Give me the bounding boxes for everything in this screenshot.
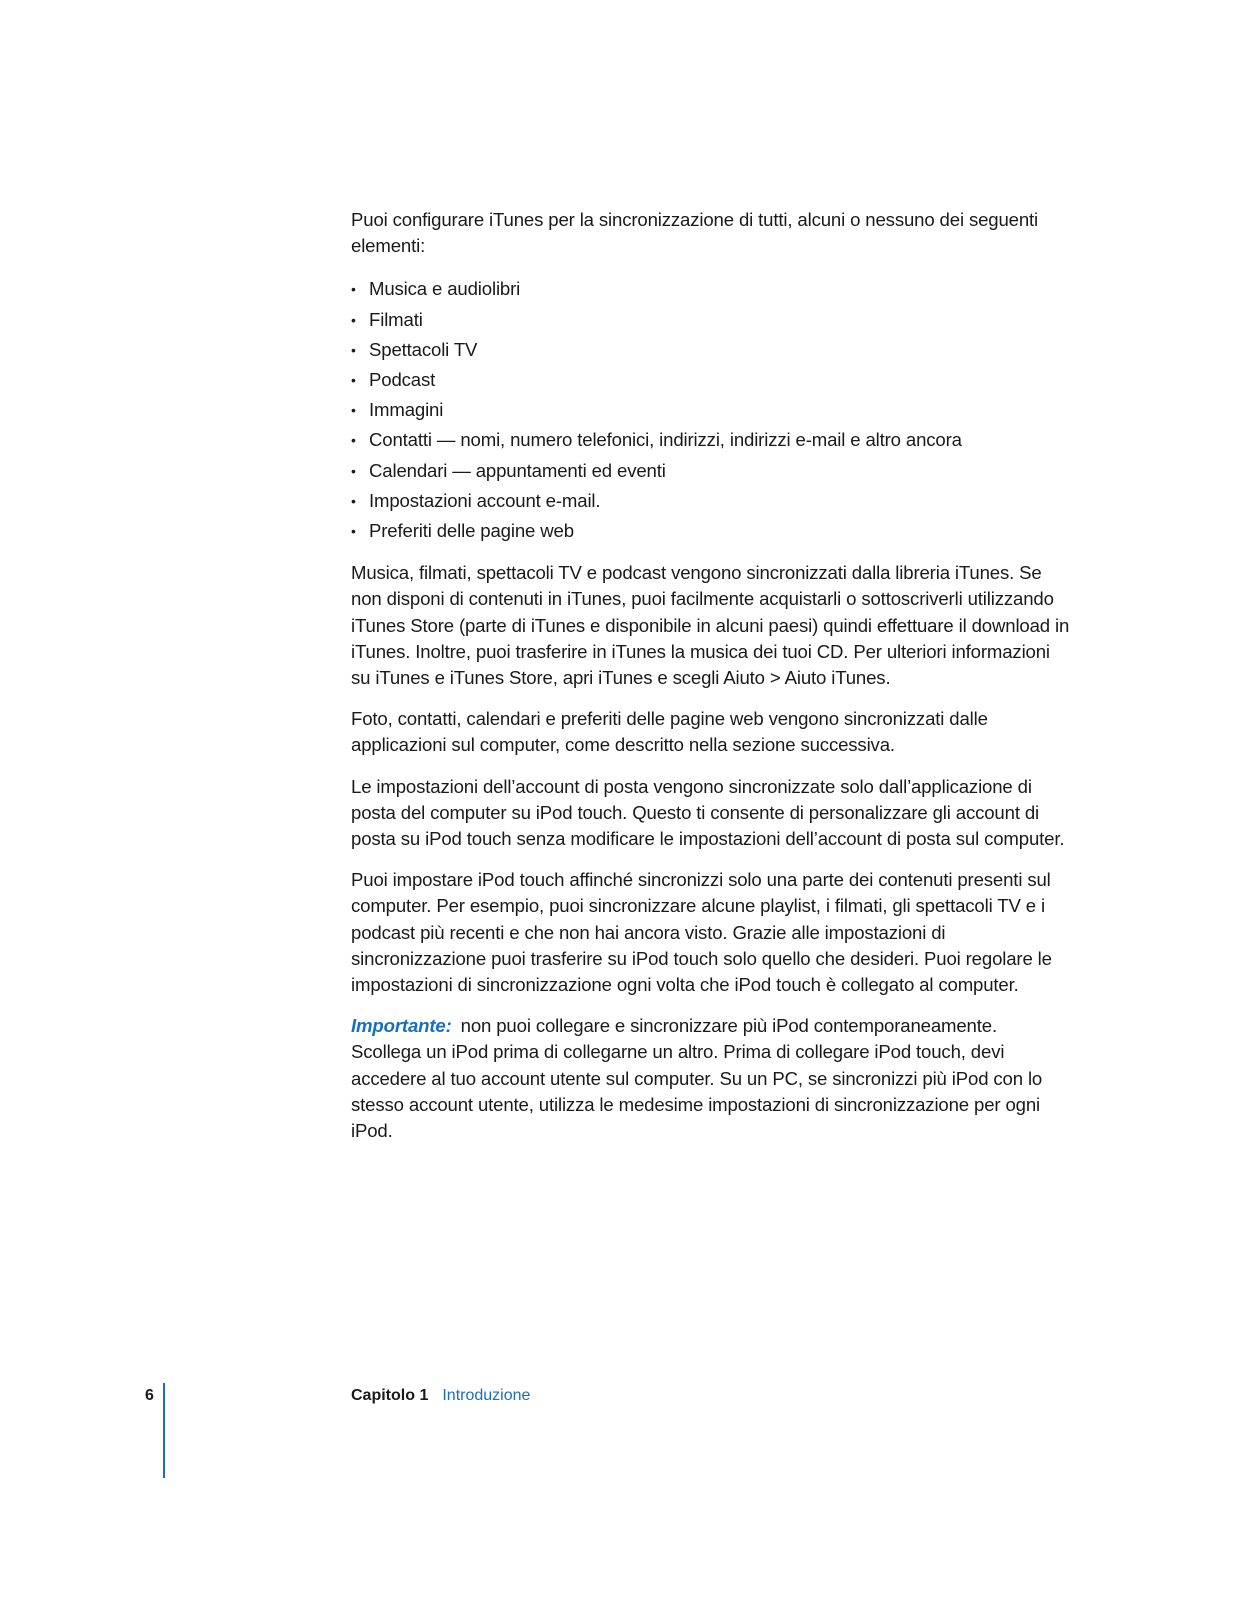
page-body [351,207,1071,1159]
list-item: • Podcast [351,365,1071,395]
list-item: • Immagini [351,395,1071,425]
list-item: • Spettacoli TV [351,335,1071,365]
chapter-number: Capitolo 1 [351,1387,429,1404]
sync-items-list [351,274,1071,546]
list-item: • Impostazioni account e-mail. [351,486,1071,516]
list-item: • Preferiti delle pagine web [351,516,1071,546]
page-number: 6 [145,1387,154,1404]
body-paragraph: Puoi impostare iPod touch affinché sincronizzi solo una parte dei contenuti presenti sul computer. Per esempio, puoi sincronizzare alcune playlist, i filmati, gli spettacoli TV e i podcast più recenti e che non hai ancora visto. Grazie alle impostazioni di sincronizzazione puoi trasferire su iPod touch solo quello che desideri. Puoi regolare le impostazioni di sincronizzazione ogni volta che iPod touch è collegato al computer. [351,869,1052,996]
important-text: non puoi collegare e sincronizzare più iPod contemporaneamente. Scollega un iPod prima di collegarne un altro. Prima di collegare iPod touch, devi accedere al tuo account utente sul computer. Su un PC, se sincronizzi più iPod con lo stesso account utente, utilizza le medesime impostazioni di sincronizzazione per ogni iPod. [351,1015,1043,1142]
list-item: • Musica e audiolibri [351,274,1071,304]
list-item: • Filmati [351,305,1071,335]
list-item: • Calendari — appuntamenti ed eventi [351,456,1071,486]
body-paragraph: Musica, filmati, spettacoli TV e podcast vengono sincronizzati dalla libreria iTunes. Se non disponi di contenuti in iTunes, puoi facilmente acquistarli o sottoscriverli utilizzando iTunes Store (parte di iTunes e disponibile in alcuni paesi) quindi effettuare il download in iTunes. Inoltre, puoi trasferire in iTunes la musica dei tuoi CD. Per ulteriori informazioni su iTunes e iTunes Store, apri iTunes e scegli Aiuto > Aiuto iTunes. [351,562,1070,689]
body-paragraph: Le impostazioni dell’account di posta vengono sincronizzate solo dall’applicazione di posta del computer su iPod touch. Questo ti consente di personalizzare gli account di posta su iPod touch senza modificare le impostazioni dell’account di posta sul computer. [351,775,1065,850]
list-item: • Contatti — nomi, numero telefonici, indirizzi, indirizzi e-mail e altro ancora [351,425,1071,455]
chapter-footer [351,1387,530,1405]
intro-paragraph: Puoi configurare iTunes per la sincronizzazione di tutti, alcuni o nessuno dei seguenti elementi: [351,209,1039,257]
chapter-title: Introduzione [442,1387,531,1404]
important-label: Importante: [351,1015,452,1037]
important-note [351,1013,1071,1144]
footer-divider [163,1383,165,1478]
body-paragraph: Foto, contatti, calendari e preferiti delle pagine web vengono sincronizzati dalle applicazioni sul computer, come descritto nella sezione successiva. [351,708,988,756]
